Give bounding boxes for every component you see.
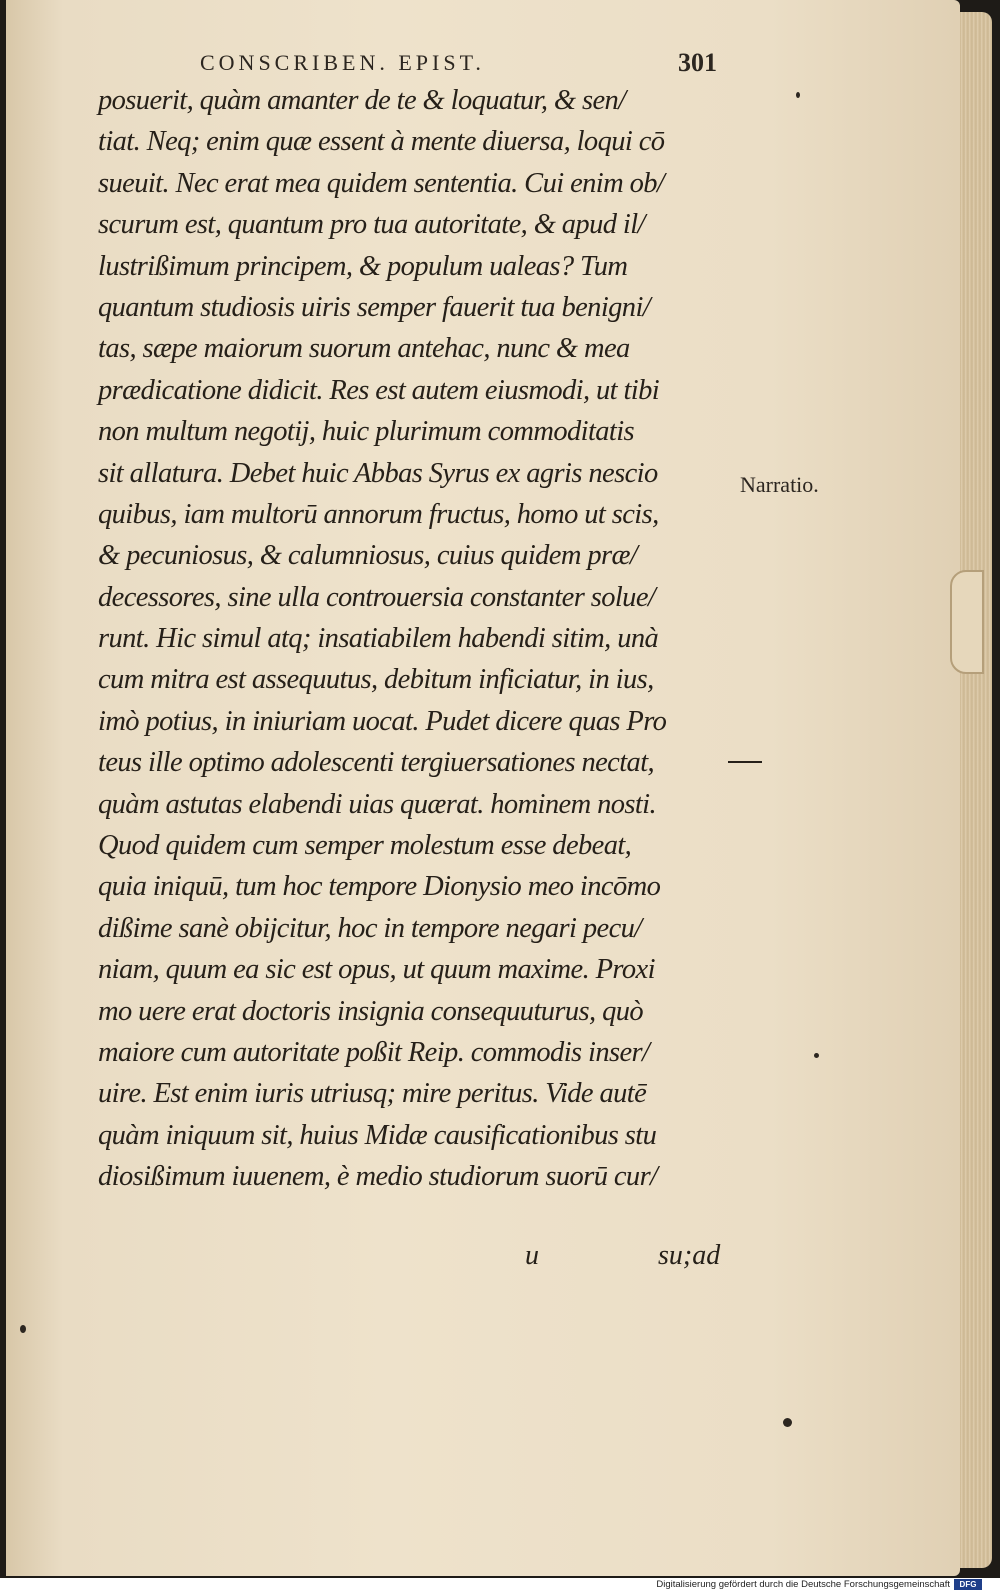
catchword: su;ad (658, 1240, 721, 1271)
text-line-13: decessores, sine ulla controuersia constanter solue/ (98, 581, 656, 613)
running-head: CONSCRIBEN. EPIST. (200, 50, 485, 75)
ink-blot (783, 1418, 792, 1427)
text-line-5: lustrißimum principem, & populum ualeas? Tum (98, 250, 628, 282)
text-line-1: posuerit, quàm amanter de te & loquatur, & sen/ (98, 85, 626, 116)
text-line-22: niam, quum ea sic est opus, ut quum maxime. Proxi (98, 954, 655, 986)
text-line-11: quibus, iam multorū annorum fructus, homo ut scis, (98, 498, 659, 530)
text-line-26: quàm iniquum sit, huius Midæ causificationibus stu (98, 1119, 657, 1151)
text-line-7: tas, sæpe maiorum suorum antehac, nunc & mea (98, 333, 630, 365)
text-line-16: imò potius, in iniuriam uocat. Pudet dicere quas Pro (98, 705, 667, 737)
ink-speck (20, 1325, 26, 1333)
text-line-17: teus ille optimo adolescenti tergiuersationes nectat, (98, 747, 655, 779)
text-line-19: Quod quidem cum semper molestum esse debeat, (98, 830, 632, 862)
text-line-20: quia iniquū, tum hoc tempore Dionysio meo incōmo (98, 871, 661, 903)
text-line-6: quantum studiosis uiris semper fauerit tua benigni/ (98, 291, 651, 323)
text-line-3: sueuit. Nec erat mea quidem sententia. Cui enim ob/ (98, 167, 665, 199)
page-tab (950, 570, 984, 674)
text-line-9: non multum negotij, huic plurimum commoditatis (98, 416, 635, 448)
text-line-8: prædicatione didicit. Res est autem eiusmodi, ut tibi (98, 374, 660, 406)
text-block (98, 80, 738, 1198)
ink-speck (814, 1053, 819, 1058)
text-line-2: tiat. Neq; enim quæ essent à mente diuersa, loqui cō (98, 126, 665, 158)
folio-number: 301 (678, 48, 717, 77)
dfg-logo: DFG (954, 1579, 982, 1590)
margin-note: Narratio. (740, 472, 819, 497)
ink-speck (796, 92, 800, 98)
text-line-18: quàm astutas elabendi uias quærat. hominem nosti. (98, 788, 657, 820)
funding-credit: Digitalisierung gefördert durch die Deutsche Forschungsgemeinschaft (656, 1579, 950, 1590)
text-line-15: cum mitra est assequutus, debitum inficiatur, in ius, (98, 664, 654, 696)
text-line-25: uire. Est enim iuris utriusq; mire peritus. Vide autē (98, 1078, 647, 1110)
text-line-4: scurum est, quantum pro tua autoritate, & apud il/ (98, 209, 645, 241)
text-line-14: runt. Hic simul atq; insatiabilem habendi sitim, unà (98, 623, 659, 655)
text-line-23: mo uere erat doctoris insignia consequuturus, quò (98, 995, 644, 1027)
text-line-10: sit allatura. Debet huic Abbas Syrus ex agris nescio (98, 457, 658, 489)
text-line-21: dißime sanè obijcitur, hoc in tempore negari pecu/ (98, 912, 642, 944)
text-line-12: & pecuniosus, & calumniosus, cuius quidem præ/ (98, 540, 638, 572)
signature-mark: u (525, 1240, 539, 1271)
handwritten-underline (728, 761, 762, 763)
text-line-27: diosißimum iuuenem, è medio studiorum suorū cur/ (98, 1161, 658, 1193)
text-line-24: maiore cum autoritate poßit Reip. commodis inser/ (98, 1036, 650, 1068)
page-edges (958, 12, 992, 1568)
